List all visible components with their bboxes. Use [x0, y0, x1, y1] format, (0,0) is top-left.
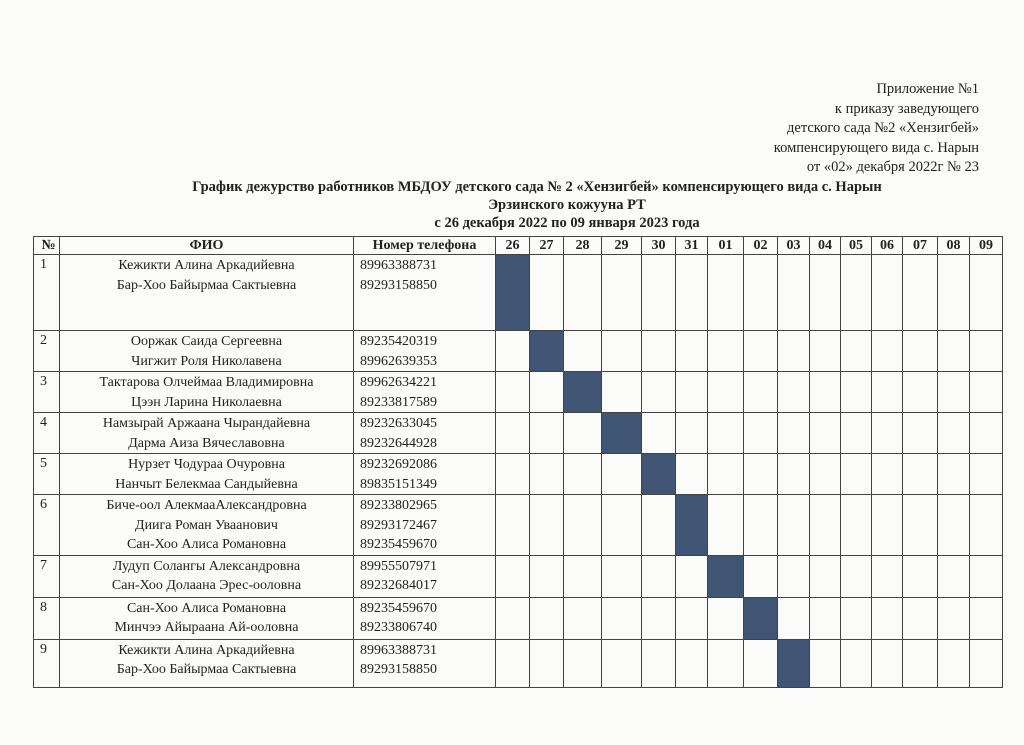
employee-name: Намзырай Аржаана Чырандайевна: [102, 416, 311, 431]
day-cell: [810, 555, 841, 597]
employee-name: Сан-Хоо Алиса Романовна: [126, 600, 287, 616]
employee-names: [60, 639, 354, 687]
phone-number: 89232684017: [360, 578, 437, 593]
employee-name: Цээн Ларина Николаевна: [131, 394, 282, 410]
day-cell: [938, 331, 970, 372]
day-cell: [708, 639, 744, 687]
table-row: [34, 413, 1003, 454]
duty-day-marker: [564, 372, 602, 413]
row-number: 3: [34, 372, 60, 413]
day-cell: [903, 372, 938, 413]
title-line: с 26 декабря 2022 по 09 января 2023 года: [434, 215, 700, 231]
day-cell: [938, 413, 970, 454]
phone-number: 89232644928: [360, 435, 437, 451]
day-cell: [970, 639, 1003, 687]
day-cell: [970, 413, 1003, 454]
day-cell: [810, 331, 841, 372]
day-cell: [602, 639, 642, 687]
day-cell: [810, 372, 841, 413]
day-cell: [810, 255, 841, 331]
day-cell: [970, 331, 1003, 372]
table-body: [34, 255, 1003, 688]
document-title: [0, 178, 1024, 232]
day-cell: [810, 639, 841, 687]
day-cell: [970, 372, 1003, 413]
day-cell: [841, 639, 872, 687]
table-row: [34, 454, 1003, 495]
phone-number: 89232633045: [360, 416, 437, 431]
day-cell: [744, 372, 778, 413]
day-cell: [841, 597, 872, 639]
header-phone: Номер телефона: [354, 237, 496, 255]
employee-name: Сан-Хоо Долаана Эрес-ооловна: [111, 578, 302, 593]
day-cell: [744, 255, 778, 331]
phone-numbers: [354, 495, 496, 556]
table-row: [34, 255, 1003, 331]
duty-day-marker: [676, 495, 708, 556]
day-cell: [744, 413, 778, 454]
header-day: 04: [810, 237, 841, 255]
day-cell: [778, 597, 810, 639]
day-cell: [938, 495, 970, 556]
table-row: [34, 331, 1003, 372]
day-cell: [872, 639, 903, 687]
header-day: 26: [496, 237, 530, 255]
day-cell: [496, 555, 530, 597]
employee-name: Нурзет Чодураа Очуровна: [128, 457, 285, 472]
header-day: 27: [530, 237, 564, 255]
day-cell: [872, 495, 903, 556]
appendix-line: детского сада №2 «Хензигбей»: [787, 120, 979, 136]
employee-names: [60, 555, 354, 597]
header-day: 29: [602, 237, 642, 255]
row-number: 2: [34, 331, 60, 372]
day-cell: [903, 255, 938, 331]
appendix-line: к приказу заведующего: [834, 100, 979, 117]
day-cell: [872, 555, 903, 597]
day-cell: [564, 597, 602, 639]
day-cell: [676, 555, 708, 597]
duty-day-marker: [642, 454, 676, 495]
duty-day-marker: [708, 555, 744, 597]
table-row: [34, 555, 1003, 597]
table-row: [34, 597, 1003, 639]
day-cell: [642, 331, 676, 372]
table-row: [34, 372, 1003, 413]
day-cell: [530, 495, 564, 556]
day-cell: [841, 331, 872, 372]
day-cell: [778, 372, 810, 413]
day-cell: [903, 495, 938, 556]
table-row: [34, 639, 1003, 687]
row-number: 1: [34, 255, 60, 331]
header-no: №: [34, 237, 60, 255]
employee-name: Ооржак Саида Сергеевна: [130, 334, 283, 349]
day-cell: [530, 555, 564, 597]
appendix-block: [659, 80, 979, 178]
employee-names: [60, 331, 354, 372]
row-number: 6: [34, 495, 60, 556]
day-cell: [841, 454, 872, 495]
day-cell: [676, 255, 708, 331]
employee-name: Сан-Хоо Алиса Романовна: [126, 537, 287, 552]
day-cell: [778, 495, 810, 556]
phone-number: 89293172467: [360, 517, 437, 533]
day-cell: [642, 555, 676, 597]
day-cell: [642, 639, 676, 687]
day-cell: [602, 555, 642, 597]
employee-names: [60, 372, 354, 413]
phone-numbers: [354, 454, 496, 495]
day-cell: [872, 597, 903, 639]
day-cell: [744, 331, 778, 372]
phone-number: 89962639353: [360, 353, 437, 369]
header-day: 28: [564, 237, 602, 255]
employee-name: Дарма Аиза Вячеславовна: [128, 435, 285, 451]
day-cell: [841, 495, 872, 556]
day-cell: [872, 331, 903, 372]
day-cell: [778, 413, 810, 454]
phone-number: 89963388731: [360, 258, 437, 273]
day-cell: [602, 454, 642, 495]
day-cell: [708, 255, 744, 331]
day-cell: [903, 555, 938, 597]
day-cell: [744, 639, 778, 687]
day-cell: [564, 413, 602, 454]
day-cell: [903, 331, 938, 372]
header-fio: ФИО: [60, 237, 354, 255]
day-cell: [496, 413, 530, 454]
day-cell: [496, 597, 530, 639]
day-cell: [970, 555, 1003, 597]
day-cell: [970, 454, 1003, 495]
phone-number: 89233817589: [360, 394, 437, 410]
duty-day-marker: [778, 639, 810, 687]
day-cell: [496, 454, 530, 495]
row-number: 4: [34, 413, 60, 454]
day-cell: [810, 454, 841, 495]
phone-numbers: [354, 372, 496, 413]
day-cell: [530, 454, 564, 495]
employee-name: Диига Роман Уваанович: [135, 517, 278, 533]
day-cell: [676, 331, 708, 372]
phone-number: 89835151349: [360, 476, 437, 492]
day-cell: [708, 372, 744, 413]
day-cell: [744, 454, 778, 495]
day-cell: [642, 413, 676, 454]
day-cell: [970, 597, 1003, 639]
day-cell: [564, 454, 602, 495]
day-cell: [708, 331, 744, 372]
header-day: 30: [642, 237, 676, 255]
day-cell: [676, 413, 708, 454]
appendix-line: от «02» декабря 2022г № 23: [806, 159, 979, 175]
header-row: [34, 237, 1003, 255]
phone-numbers: [354, 597, 496, 639]
row-number: 5: [34, 454, 60, 495]
employee-name: Чигжит Роля Николавена: [131, 353, 282, 369]
row-number: 9: [34, 639, 60, 687]
header-day: 02: [744, 237, 778, 255]
day-cell: [810, 413, 841, 454]
employee-name: Минчээ Айыраана Ай-ооловна: [114, 620, 299, 635]
day-cell: [530, 639, 564, 687]
employee-name: Кежикти Алина Аркадийевна: [118, 258, 295, 273]
duty-day-marker: [496, 255, 530, 331]
day-cell: [841, 555, 872, 597]
day-cell: [778, 255, 810, 331]
employee-names: [60, 413, 354, 454]
title-line: График дежурство работников МБДОУ детского сада № 2 «Хензигбей» компенсирующего вида с. Нарын: [192, 179, 882, 195]
duty-day-marker: [602, 413, 642, 454]
day-cell: [938, 372, 970, 413]
employee-names: [60, 454, 354, 495]
employee-name: Бар-Хоо Байырмаа Сактыевна: [116, 277, 297, 293]
day-cell: [872, 255, 903, 331]
day-cell: [744, 495, 778, 556]
appendix-line: Приложение №1: [876, 81, 979, 97]
day-cell: [841, 413, 872, 454]
day-cell: [810, 597, 841, 639]
day-cell: [530, 413, 564, 454]
phone-numbers: [354, 555, 496, 597]
phone-number: 89235420319: [360, 334, 437, 349]
day-cell: [938, 639, 970, 687]
phone-number: 89963388731: [360, 642, 437, 658]
day-cell: [530, 372, 564, 413]
day-cell: [903, 454, 938, 495]
day-cell: [642, 495, 676, 556]
header-day: 08: [938, 237, 970, 255]
day-cell: [530, 255, 564, 331]
day-cell: [938, 454, 970, 495]
day-cell: [530, 597, 564, 639]
day-cell: [708, 495, 744, 556]
phone-number: 89235459670: [360, 537, 437, 552]
day-cell: [903, 639, 938, 687]
day-cell: [708, 597, 744, 639]
phone-numbers: [354, 413, 496, 454]
employee-name: Бар-Хоо Байырмаа Сактыевна: [116, 662, 297, 677]
phone-number: 89293158850: [360, 662, 437, 677]
day-cell: [602, 372, 642, 413]
day-cell: [564, 555, 602, 597]
day-cell: [872, 454, 903, 495]
day-cell: [778, 331, 810, 372]
duty-day-marker: [530, 331, 564, 372]
table-row: [34, 495, 1003, 556]
header-day: 09: [970, 237, 1003, 255]
phone-numbers: [354, 255, 496, 331]
day-cell: [810, 495, 841, 556]
day-cell: [938, 597, 970, 639]
phone-number: 89233802965: [360, 498, 437, 513]
day-cell: [938, 255, 970, 331]
day-cell: [676, 597, 708, 639]
day-cell: [564, 495, 602, 556]
employee-name: Кежикти Алина Аркадийевна: [118, 642, 295, 658]
day-cell: [778, 555, 810, 597]
row-number: 8: [34, 597, 60, 639]
phone-numbers: [354, 331, 496, 372]
day-cell: [744, 555, 778, 597]
day-cell: [872, 372, 903, 413]
day-cell: [841, 255, 872, 331]
day-cell: [642, 255, 676, 331]
header-day: 31: [676, 237, 708, 255]
day-cell: [676, 372, 708, 413]
employee-name: Биче-оол АлекмааАлександровна: [106, 498, 307, 513]
day-cell: [642, 372, 676, 413]
header-day: 07: [903, 237, 938, 255]
header-day: 05: [841, 237, 872, 255]
phone-number: 89962634221: [360, 375, 437, 390]
day-cell: [602, 255, 642, 331]
row-number: 7: [34, 555, 60, 597]
day-cell: [496, 495, 530, 556]
phone-number: 89293158850: [360, 277, 437, 293]
header-day: 01: [708, 237, 744, 255]
phone-number: 89955507971: [360, 558, 437, 574]
day-cell: [872, 413, 903, 454]
day-cell: [564, 331, 602, 372]
employee-names: [60, 495, 354, 556]
day-cell: [564, 255, 602, 331]
day-cell: [903, 597, 938, 639]
employee-name: Нанчыт Белекмаа Сандыйевна: [115, 476, 298, 492]
day-cell: [496, 372, 530, 413]
phone-number: 89232692086: [360, 457, 437, 472]
day-cell: [496, 331, 530, 372]
day-cell: [938, 555, 970, 597]
day-cell: [970, 495, 1003, 556]
phone-number: 89233806740: [360, 620, 437, 635]
day-cell: [970, 255, 1003, 331]
appendix-line: компенсирующего вида с. Нарын: [773, 139, 979, 156]
phone-numbers: [354, 639, 496, 687]
employee-names: [60, 597, 354, 639]
day-cell: [903, 413, 938, 454]
title-line: Эрзинского кожууна РТ: [488, 197, 646, 213]
day-cell: [602, 495, 642, 556]
day-cell: [496, 639, 530, 687]
day-cell: [676, 639, 708, 687]
employee-name: Лудуп Солангы Александровна: [112, 558, 301, 574]
employee-name: Тактарова Олчеймаа Владимировна: [99, 375, 314, 390]
day-cell: [642, 597, 676, 639]
phone-number: 89235459670: [360, 600, 437, 616]
employee-names: [60, 255, 354, 331]
day-cell: [564, 639, 602, 687]
day-cell: [841, 372, 872, 413]
duty-day-marker: [744, 597, 778, 639]
day-cell: [602, 597, 642, 639]
day-cell: [708, 454, 744, 495]
day-cell: [676, 454, 708, 495]
header-day: 03: [778, 237, 810, 255]
day-cell: [778, 454, 810, 495]
day-cell: [602, 331, 642, 372]
day-cell: [708, 413, 744, 454]
header-day: 06: [872, 237, 903, 255]
duty-schedule-table: [33, 236, 1003, 688]
